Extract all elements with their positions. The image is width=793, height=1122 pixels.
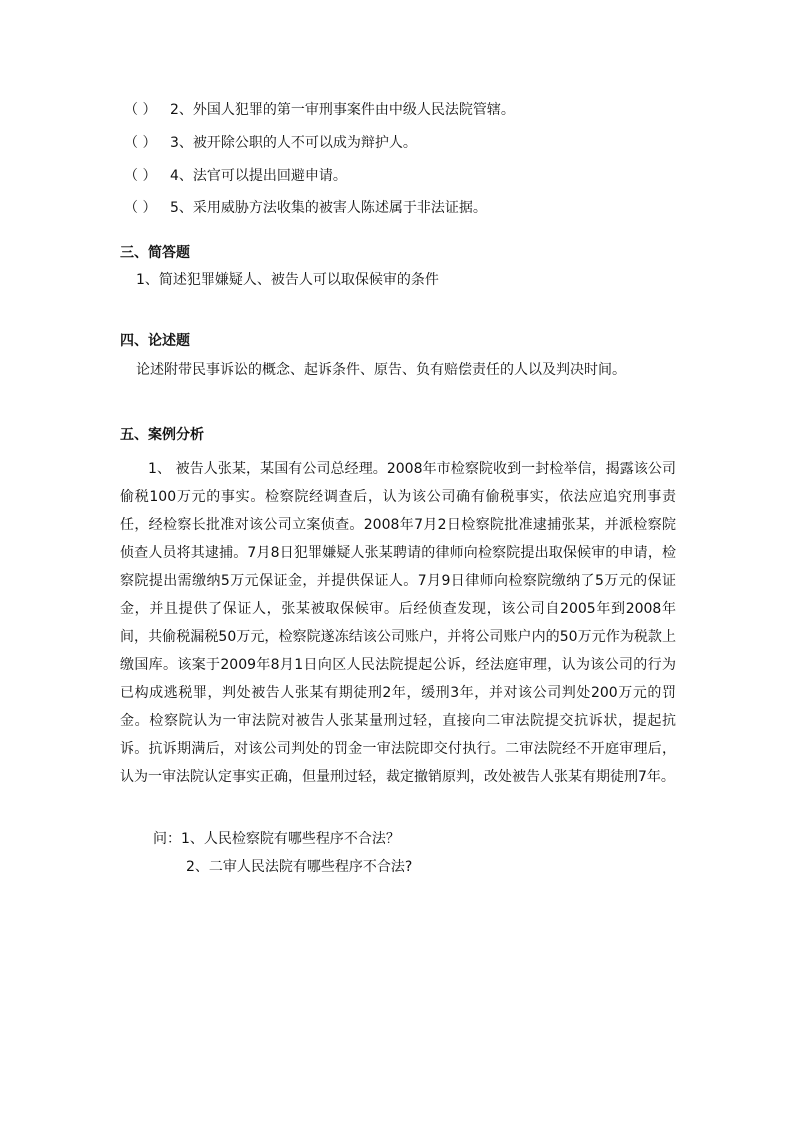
answer-blank: （ ） xyxy=(124,200,157,216)
item-text: 2、外国人犯罪的第一审刑事案件由中级人民法院管辖。 xyxy=(170,102,515,118)
true-false-item-5 xyxy=(124,198,487,218)
item-text: 3、被开除公职的人不可以成为辩护人。 xyxy=(170,135,417,151)
true-false-item-2 xyxy=(124,100,515,120)
item-text: 5、采用威胁方法收集的被害人陈述属于非法证据。 xyxy=(170,200,487,216)
section-heading-short-answer: 三、简答题 xyxy=(120,245,190,261)
answer-blank: （ ） xyxy=(124,135,157,151)
case-question-1: 问：1、人民检察院有哪些程序不合法？ xyxy=(153,831,400,847)
item-text: 4、法官可以提出回避申请。 xyxy=(170,168,347,184)
section-heading-case-analysis: 五、案例分析 xyxy=(120,427,204,443)
true-false-item-4 xyxy=(124,166,347,186)
section-heading-essay: 四、论述题 xyxy=(120,333,190,349)
true-false-item-3 xyxy=(124,133,417,153)
case-question-2: 2、二审人民法院有哪些程序不合法? xyxy=(186,859,413,875)
essay-question: 论述附带民事诉讼的概念、起诉条件、原告、负有赔偿责任的人以及判决时间。 xyxy=(136,362,626,378)
answer-blank: （ ） xyxy=(124,168,157,184)
short-answer-question: 1、简述犯罪嫌疑人、被告人可以取保候审的条件 xyxy=(136,272,439,288)
answer-blank: （ ） xyxy=(124,102,157,118)
case-paragraph: 1、 被告人张某，某国有公司总经理。2008年市检察院收到一封检举信，揭露该公司偷税100万元的事实。检察院经调查后，认为该公司确有偷税事实，依法应追究刑事责任，经检察长批准对该公司立案侦查。2008年7月2日检察院批准逮捕张某，并派检察院侦查人员将其逮捕。7月8日犯罪嫌疑人张某聘请的律师向检察院提出取保候审的申请，检察院提出需缴纳5万元保证金，并提供保证人。7月9日律师向检察院缴纳了5万元的保证金，并且提供了保证人，张某被取保候审。后经侦查发现，该公司自2005年到2008年间，共偷税漏税50万元，检察院遂冻结该公司账户，并将公司账户内的50万元作为税款上缴国库。该案于2009年8月1日向区人民法院提起公诉，经法庭审理，认为该公司的行为已构成逃税罪，判处被告人张某有期徒刑2年，缓刑3年，并对该公司判处200万元的罚金。检察院认为一审法院对被告人张某量刑过轻，直接向二审法院提交抗诉状，提起抗诉。抗诉期满后，对该公司判处的罚金一审法院即交付执行。二审法院经不开庭审理后，认为一审法院认定事实正确，但量刑过轻，裁定撤销原判，改处被告人张某有期徒刑7年。 xyxy=(120,461,676,785)
